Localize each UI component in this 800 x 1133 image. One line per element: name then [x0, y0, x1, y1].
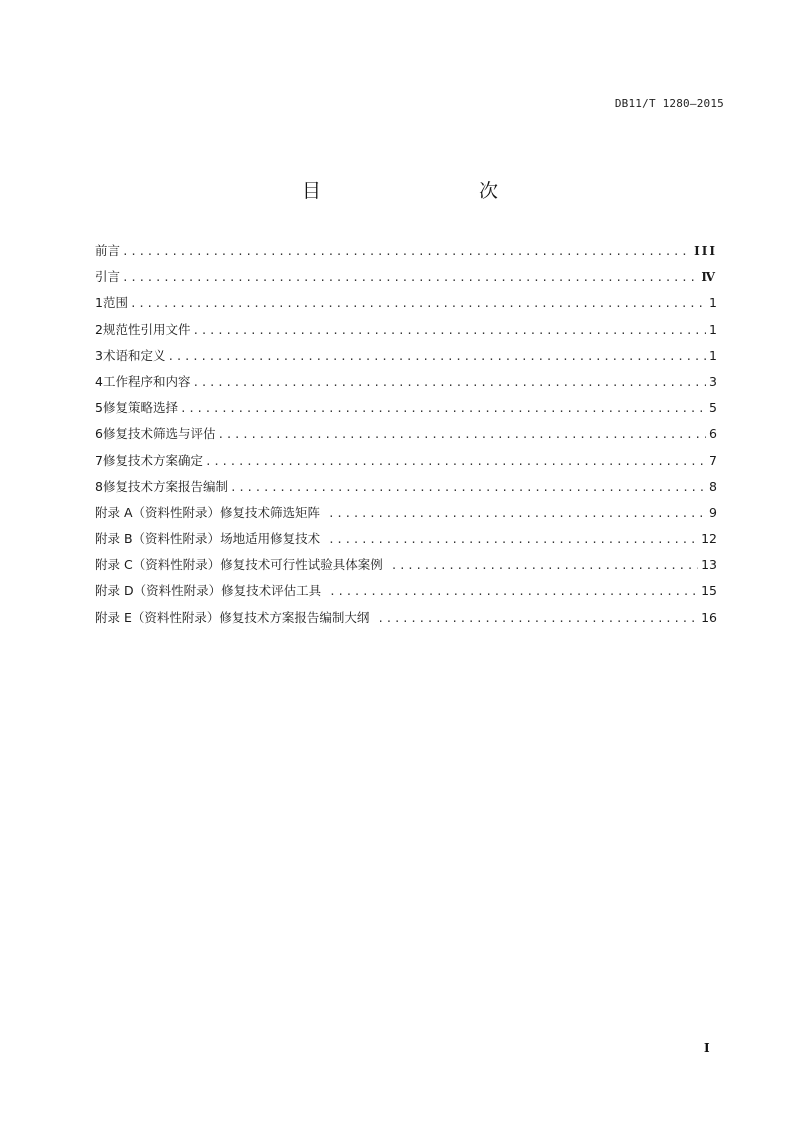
toc-entry-page: 15 [701, 583, 717, 599]
toc-entry-number: 3 [95, 347, 103, 363]
dot-leader [391, 557, 698, 575]
toc-entry-work-procedure[interactable] [95, 373, 717, 399]
toc-entry-appendix-a[interactable] [95, 504, 717, 530]
dot-leader [192, 374, 706, 392]
dot-leader [217, 426, 706, 444]
dot-leader [192, 322, 706, 340]
dot-leader [328, 505, 706, 523]
dot-leader [205, 453, 706, 471]
toc-entry-number: 2 [95, 321, 103, 337]
dot-leader [130, 295, 706, 313]
toc-entry-label: 修复技术筛选矩阵 [220, 504, 321, 520]
toc-entry-label: 场地适用修复技术 [220, 531, 321, 547]
toc-entry-number: 7 [95, 452, 103, 468]
toc-entry-number: 4 [95, 373, 103, 389]
toc-entry-number: 5 [95, 400, 103, 416]
toc-entry-label: 修复技术可行性试验具体案例 [220, 557, 383, 573]
toc-entry-page: 1 [709, 347, 717, 363]
toc-entry-label: 规范性引用文件 [102, 321, 191, 337]
toc-appendix-prefix: 附录 D（资料性附录） [95, 583, 222, 599]
toc-entry-label: 前言 [95, 243, 121, 258]
toc-entry-appendix-d[interactable] [95, 582, 717, 608]
toc-entry-page: 13 [701, 557, 717, 573]
toc-entry-foreword[interactable] [95, 242, 717, 268]
toc-entry-page: 5 [709, 400, 717, 416]
toc-entry-appendix-c[interactable] [95, 556, 717, 582]
toc-entry-label: 修复技术评估工具 [221, 583, 322, 599]
toc-entry-number: 8 [95, 478, 103, 494]
dot-leader [122, 243, 691, 261]
toc-entry-page: 3 [709, 373, 717, 389]
toc-appendix-prefix: 附录 C（资料性附录） [95, 557, 221, 573]
dot-leader [328, 531, 698, 549]
toc-entry-label: 工作程序和内容 [102, 373, 191, 389]
toc-entry-number: 1 [95, 295, 103, 311]
dot-leader [167, 348, 706, 366]
toc-entry-scope[interactable] [95, 294, 717, 320]
toc-entry-label: 引言 [95, 269, 121, 285]
toc-entry-normative-references[interactable] [95, 321, 717, 347]
toc-entry-page: 8 [709, 478, 717, 494]
toc-entry-label: 修复技术方案确定 [102, 452, 203, 468]
toc-entry-appendix-e[interactable] [95, 609, 717, 635]
toc-entry-page: 16 [701, 609, 717, 625]
toc-entry-label: 修复策略选择 [102, 400, 178, 416]
toc-entry-technology-screening[interactable] [95, 425, 717, 451]
toc-entry-number: 6 [95, 426, 103, 442]
document-code: DB11/T 1280—2015 [614, 97, 724, 110]
toc-entry-label: 修复技术筛选与评估 [102, 426, 216, 442]
toc-entry-page: 7 [709, 452, 717, 468]
page-number: I [704, 1041, 710, 1055]
toc-entry-introduction[interactable] [95, 268, 717, 294]
toc-entry-page: III [694, 244, 717, 258]
toc-entry-terms-definitions[interactable] [95, 347, 717, 373]
toc-entry-report-preparation[interactable] [95, 478, 717, 504]
dot-leader [329, 583, 698, 601]
toc-entry-page: 12 [701, 531, 717, 547]
toc-entry-label: 范围 [102, 295, 128, 311]
dot-leader [180, 400, 706, 418]
toc-entry-page: Ⅳ [701, 270, 717, 285]
toc-entry-appendix-b[interactable] [95, 530, 717, 556]
toc-entry-page: 1 [709, 321, 717, 337]
dot-leader [122, 269, 698, 287]
table-of-contents [95, 242, 717, 635]
toc-appendix-prefix: 附录 E（资料性附录） [95, 609, 220, 625]
toc-entry-label: 修复技术方案报告编制 [102, 478, 228, 494]
toc-entry-page: 6 [709, 426, 717, 442]
toc-entry-page: 1 [709, 295, 717, 311]
toc-appendix-prefix: 附录 A（资料性附录） [95, 504, 221, 520]
toc-entry-page: 9 [709, 504, 717, 520]
toc-entry-strategy-selection[interactable] [95, 399, 717, 425]
page-title: 目 次 [301, 180, 538, 202]
toc-appendix-prefix: 附录 B（资料性附录） [95, 531, 221, 547]
dot-leader [230, 479, 706, 497]
toc-entry-label: 修复技术方案报告编制大纲 [219, 609, 370, 625]
dot-leader [377, 610, 698, 628]
toc-entry-plan-determination[interactable] [95, 452, 717, 478]
toc-entry-label: 术语和定义 [102, 347, 166, 363]
